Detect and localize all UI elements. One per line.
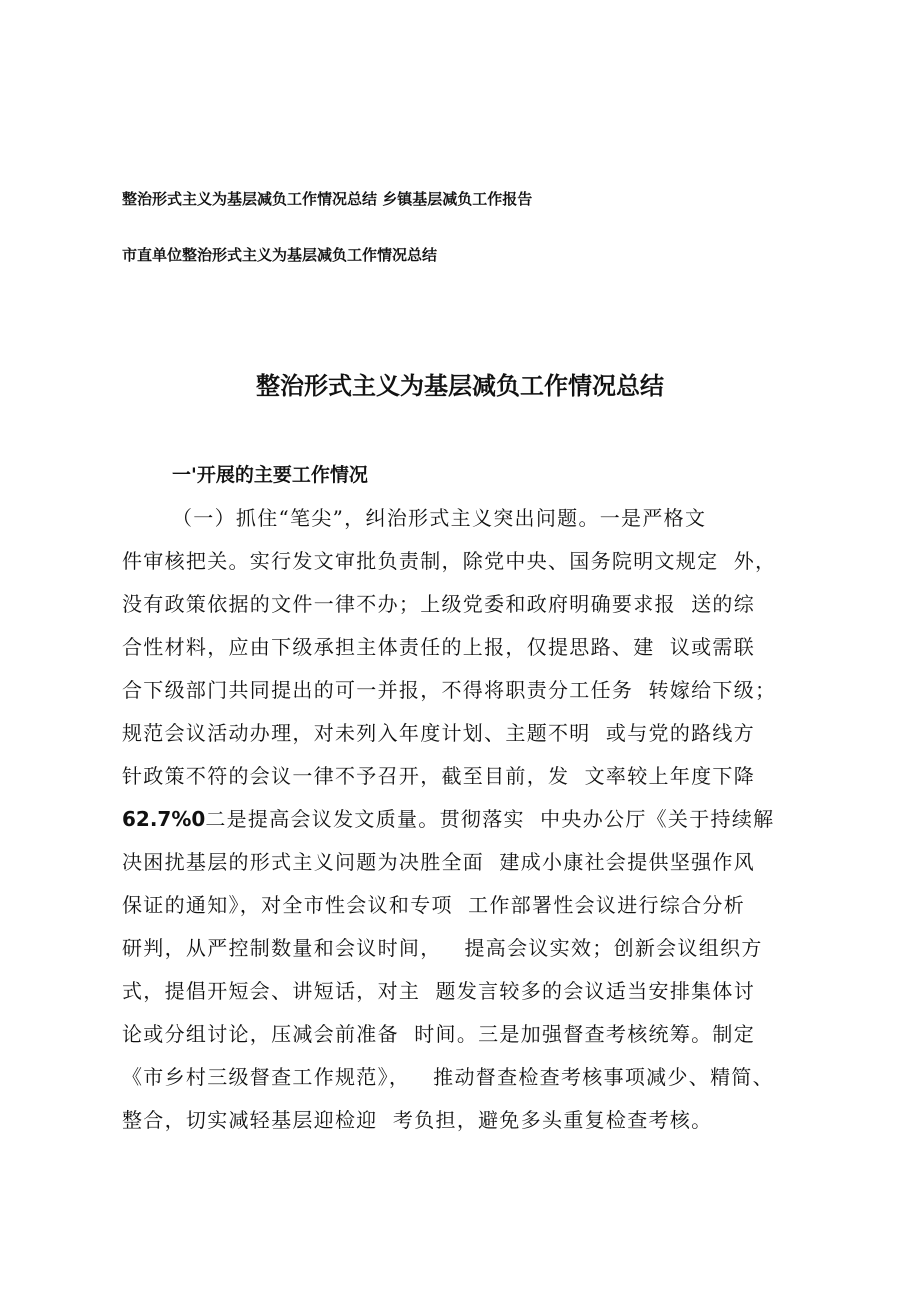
body-line: 保证的通知》，对全市性会议和专项 工作部署性会议进行综合分析 — [122, 893, 746, 917]
body-line-with-percent — [122, 807, 774, 831]
header-line-2: 市直单位整治形式主义为基层减负工作情况总结 — [122, 246, 438, 264]
body-line: 没有政策依据的文件一律不办；上级党委和政府明确要求报 送的综 — [122, 592, 756, 616]
body-line: 研判，从严控制数量和会议时间， 提高会议实效；创新会议组织方 — [122, 936, 763, 960]
body-line: 整合，切实减轻基层迎检迎 考负担，避免多头重复检查考核。 — [122, 1108, 713, 1132]
body-line: 论或分组讨论，压减会前准备 时间。三是加强督查考核统筹。制定 — [122, 1022, 756, 1046]
body-line: 式，提倡开短会、讲短话，对主 题发言较多的会议适当安排集体讨 — [122, 979, 756, 1003]
body-line: 针政策不符的会议一律不予召开，截至目前，发 文率较上年度下降 — [122, 764, 756, 788]
body-line: 决困扰基层的形式主义问题为决胜全面 建成小康社会提供坚强作风 — [122, 850, 756, 874]
body-line: （一）抓住“笔尖”，纠治形式主义突出问题。一是严格文 — [172, 506, 707, 530]
body-line: 《市乡村三级督查工作规范》， 推动督查检查考核事项减少、精简、 — [122, 1065, 774, 1089]
section-heading: 一'开展的主要工作情况 — [172, 464, 368, 486]
body-line: 件审核把关。实行发文审批负责制，除党中央、国务院明文规定 外， — [122, 549, 777, 573]
body-line: 规范会议活动办理，对未列入年度计划、主题不明 或与党的路线方 — [122, 721, 756, 745]
body-line: 合性材料，应由下级承担主体责任的上报，仅提思路、建 议或需联 — [122, 635, 756, 659]
body-line: 合下级部门共同提出的可一并报，不得将职责分工任务 转嫁给下级； — [122, 678, 777, 702]
body-line-text: 二是提高会议发文质量。贯彻落实 中央办公厅《关于持续解 — [205, 807, 775, 831]
page-title: 整治形式主义为基层减负工作情况总结 — [256, 372, 664, 400]
percent-value: 62.7%0 — [122, 807, 206, 831]
header-line-1: 整治形式主义为基层减负工作情况总结 乡镇基层减负工作报告 — [122, 190, 533, 208]
